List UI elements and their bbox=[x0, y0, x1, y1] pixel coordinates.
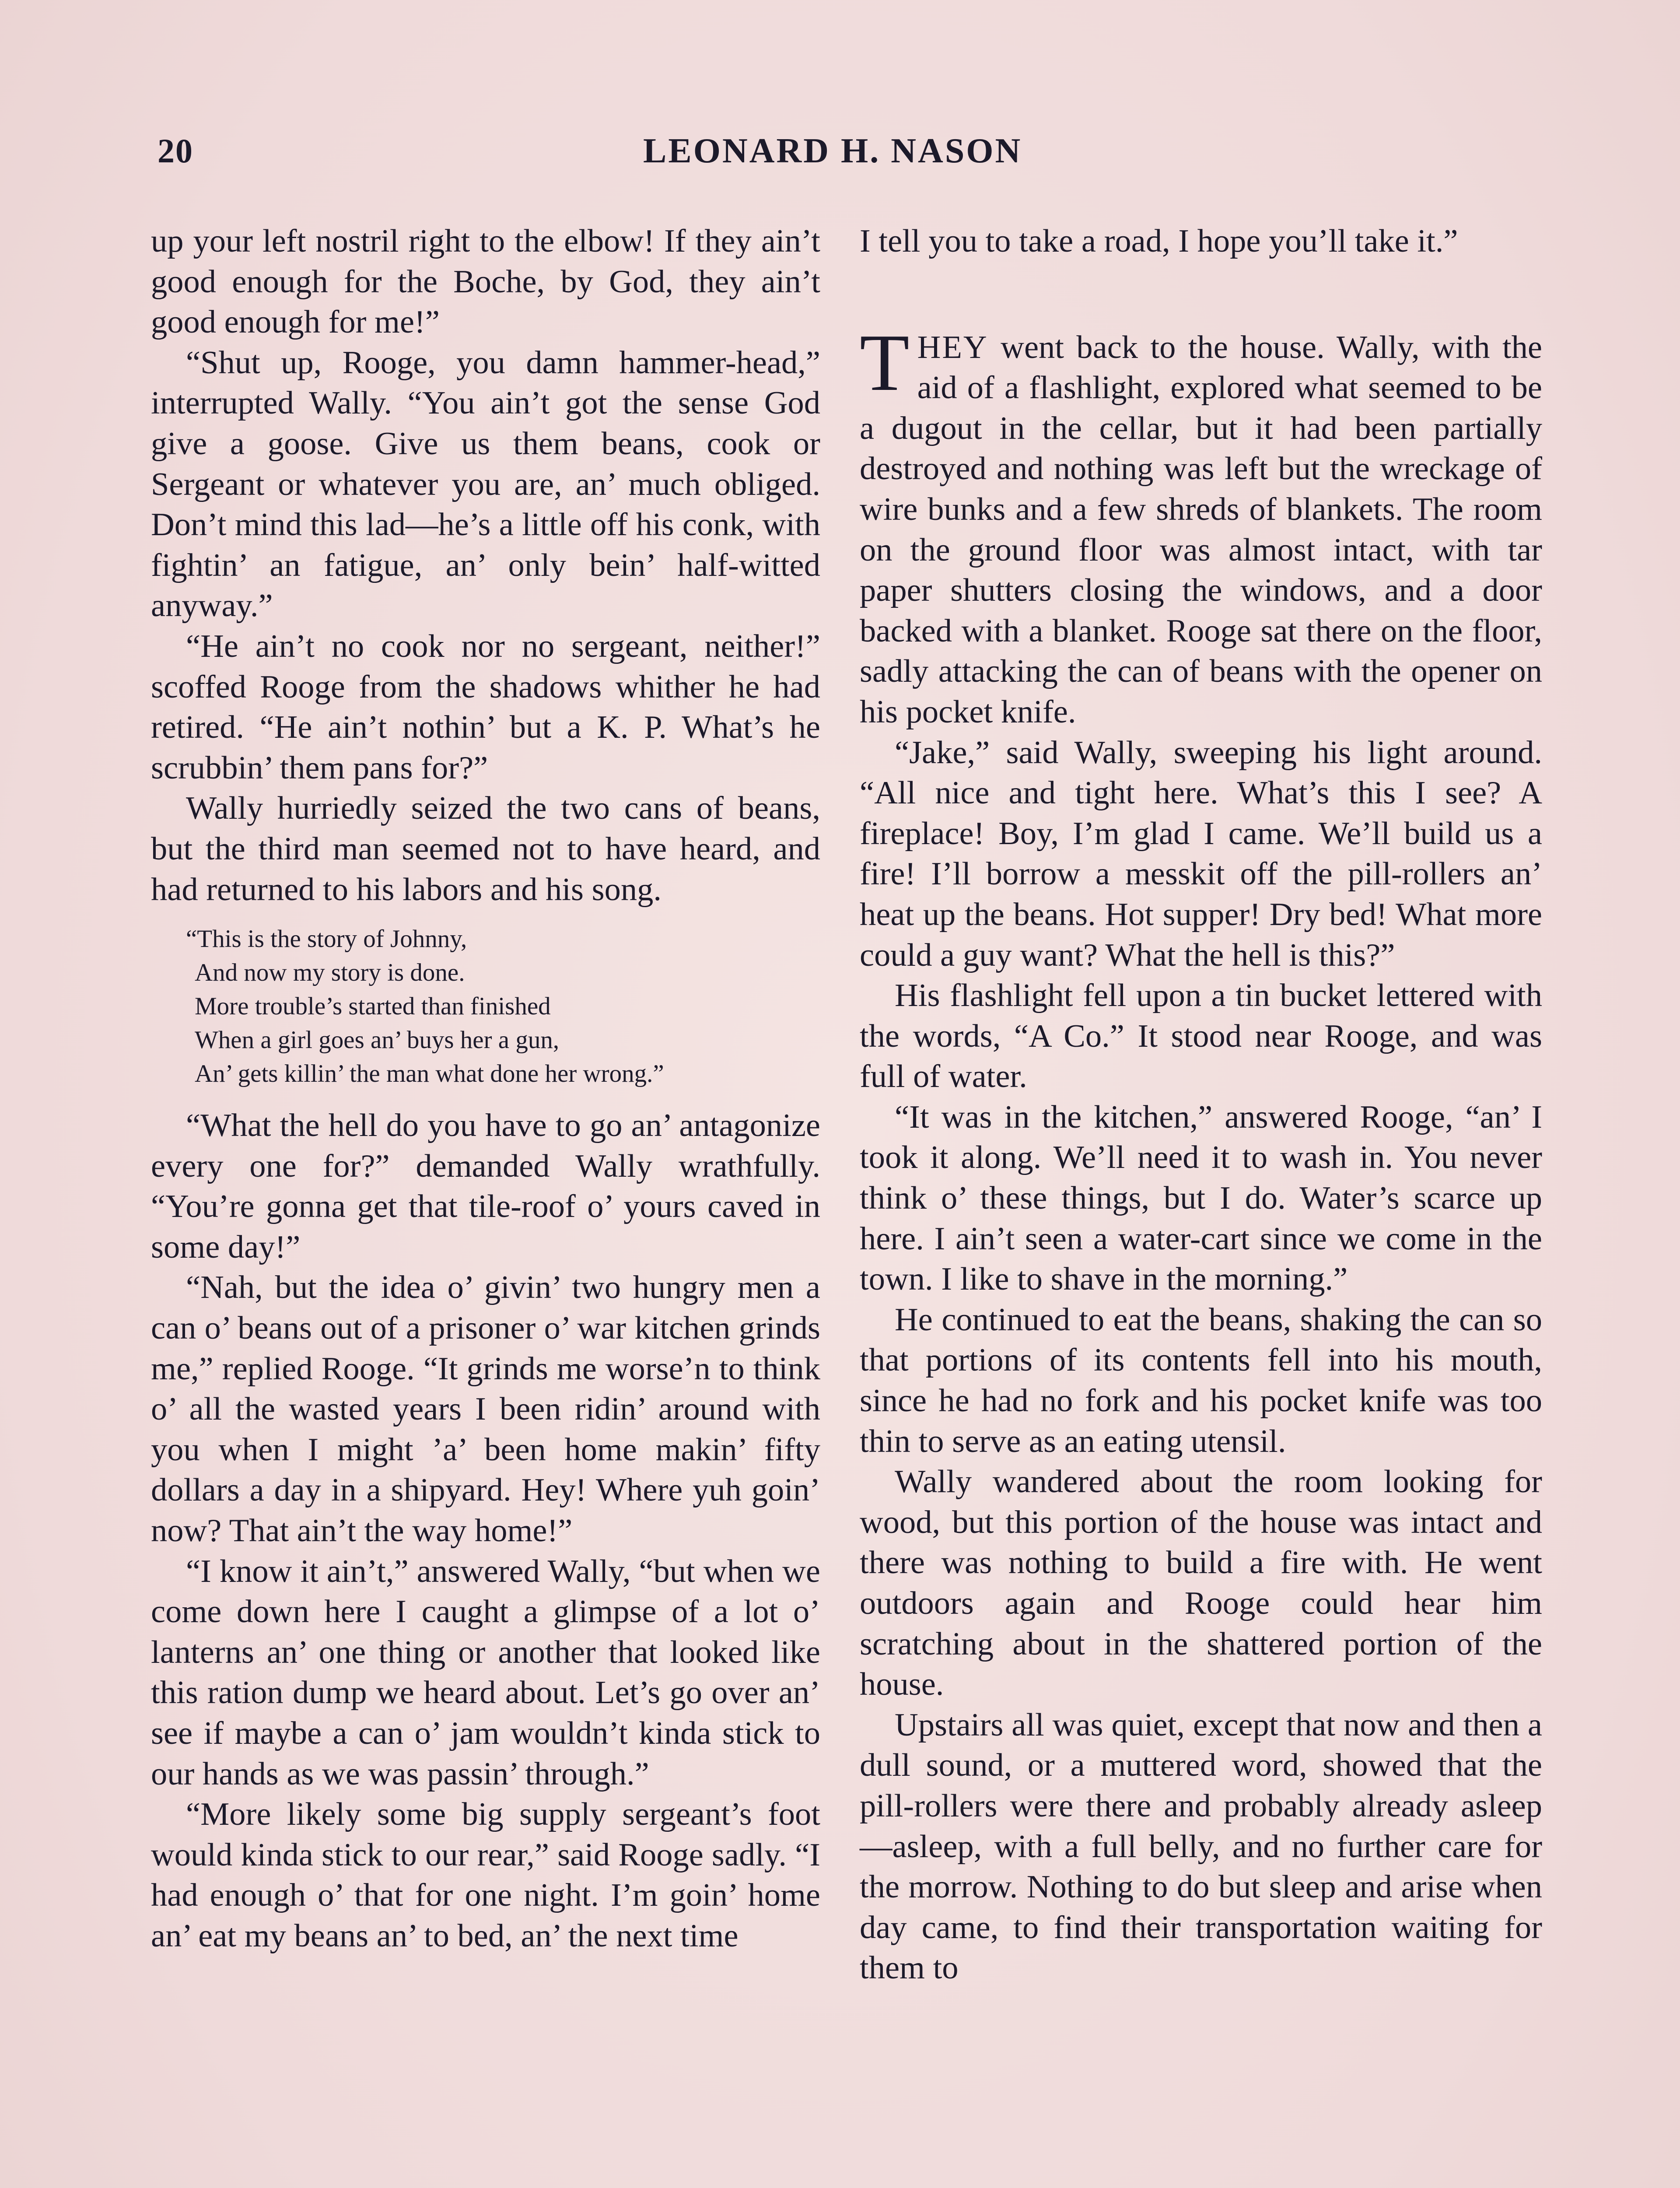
paragraph: “Jake,” said Wally, sweeping his light around. “All nice and tight here. What’s this I see? A fireplace! Boy, I’m glad I came. We’ll build us a fire! I’ll borrow a messkit off the pill-rollers an’ heat up the beans. Hot supper! Dry bed! What more could a guy want? What the hell is this?” bbox=[860, 734, 1542, 973]
verse-line: More trouble’s started than finished bbox=[195, 992, 551, 1020]
paragraph: Upstairs all was quiet, except that now and then a dull sound, or a muttered word, showed that the pill-rollers were there and probably already asleep—asleep, with a full belly, and no further care for the morrow. Nothing to do but sleep and arise when day came, to find their transportation waiting for them to bbox=[860, 1707, 1542, 1986]
paragraph: “I know it ain’t,” answered Wally, “but when we come down here I caught a glimpse of a lot o’ lanterns an’ one thing or another that looked like this ration dump we heard about. Let’s go over an’ see if maybe a can o’ jam wouldn’t kinda stick to our hands as we was passin’ through.” bbox=[151, 1553, 820, 1792]
section-opening-paragraph bbox=[860, 317, 1542, 733]
paragraph: “He ain’t no cook nor no sergeant, neither!” scoffed Rooge from the shadows whither he had retired. “He ain’t nothin’ but a K. P. What’s he scrubbin’ them pans for?” bbox=[151, 628, 820, 786]
verse-line: “This is the story of Johnny, bbox=[186, 925, 467, 953]
paragraph: His flashlight fell upon a tin bucket lettered with the words, “A Co.” It stood near Rooge, and was full of water. bbox=[860, 978, 1542, 1095]
page-header bbox=[158, 131, 1063, 179]
paragraph: “What the hell do you have to go an’ antagonize every one for?” demanded Wally wrathfully. “You’re gonna get that tile-roof o’ yours caved in some day!” bbox=[151, 1108, 820, 1265]
paragraph-text: went back to the house. Wally, with the aid of a flashlight, explored what seemed to be a dugout in the cellar, but it had been partially destroyed and nothing was left but the wreckage of wire bunks and a few shreds of blankets. The room on the ground floor was almost intact, with tar paper shutters closing the windows, and a door backed with a blanket. Rooge sat there on the floor, sadly attacking the can of beans with the opener on his pocket knife. bbox=[860, 329, 1542, 730]
drop-cap: T bbox=[860, 317, 910, 408]
paragraph: up your left nostril right to the elbow! If they ain’t good enough for the Boche, by God, they ain’t good enough for me!” bbox=[151, 223, 820, 340]
page-number: 20 bbox=[158, 132, 193, 170]
paragraph: I tell you to take a road, I hope you’ll take it.” bbox=[860, 223, 1458, 259]
left-column bbox=[151, 221, 820, 1957]
paragraph: “Shut up, Rooge, you damn hammer-head,” interrupted Wally. “You ain’t got the sense God give a goose. Give us them beans, cook or Sergeant or whatever you are, an’ much obliged. Don’t mind this lad—he’s a little off his conk, with fightin’ an fatigue, an’ only bein’ half-witted anyway.” bbox=[151, 344, 820, 624]
verse-line: When a girl goes an’ buys her a gun, bbox=[195, 1026, 560, 1054]
running-head: LEONARD H. NASON bbox=[643, 132, 1022, 170]
paragraph: Wally hurriedly seized the two cans of beans, but the third man seemed not to have heard, and had returned to his labors and his song. bbox=[151, 790, 820, 908]
paragraph: Wally wandered about the room looking for wood, but this portion of the house was intact and there was nothing to build a fire with. He went outdoors again and Rooge could hear him scratching about in the shattered portion of the house. bbox=[860, 1464, 1542, 1703]
lead-in: HEY bbox=[917, 329, 988, 365]
paragraph: He continued to eat the beans, shaking the can so that portions of its contents fell into his mouth, since he had no fork and his pocket knife was too thin to serve as an eating utensil. bbox=[860, 1301, 1542, 1459]
right-column bbox=[860, 221, 1542, 1988]
verse-line: And now my story is done. bbox=[195, 959, 465, 987]
paragraph: “More likely some big supply sergeant’s foot would kinda stick to our rear,” said Rooge sadly. “I had enough o’ that for one night. I’m goin’ home an’ eat my beans an’ to bed, an’ the next time bbox=[151, 1796, 820, 1954]
song-verse bbox=[151, 922, 820, 1090]
paragraph: “Nah, but the idea o’ givin’ two hungry men a can o’ beans out of a prisoner o’ war kitchen grinds me,” replied Rooge. “It grinds me worse’n to think o’ all the wasted years I been ridin’ around with you when I might ’a’ been home makin’ fifty dollars a day in a shipyard. Hey! Where yuh goin’ now? That ain’t the way home!” bbox=[151, 1269, 820, 1549]
verse-line: An’ gets killin’ the man what done her wrong.” bbox=[195, 1060, 664, 1088]
paragraph: “It was in the kitchen,” answered Rooge, “an’ I took it along. We’ll need it to wash in. You never think o’ these things, but I do. Water’s scarce up here. I ain’t seen a water-cart since we come in the town. I like to shave in the morning.” bbox=[860, 1099, 1542, 1297]
